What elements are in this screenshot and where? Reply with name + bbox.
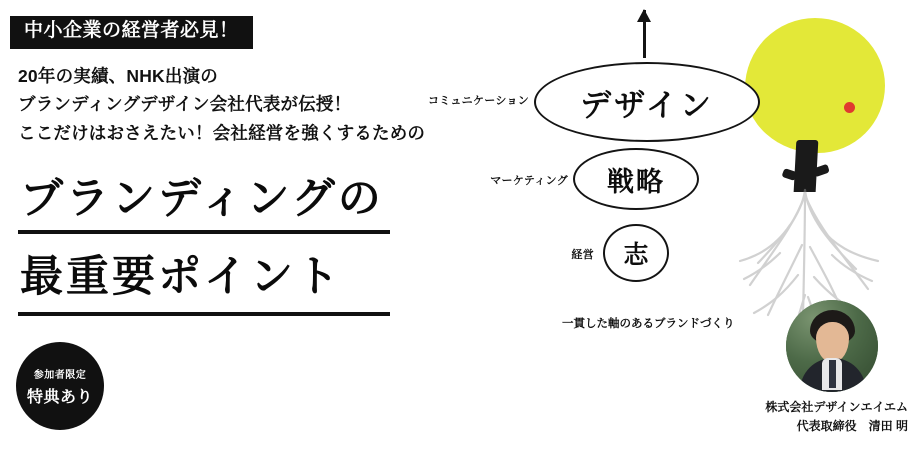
- page-title-line-1: ブランディングの: [20, 175, 384, 223]
- headline-divider-top: [18, 230, 390, 234]
- headline-divider-bottom: [18, 312, 390, 316]
- diagram-node-strategy-label: 戦略: [607, 166, 665, 197]
- upward-arrow-icon: [643, 10, 646, 58]
- diagram-node-strategy: [573, 148, 699, 210]
- diagram-node-design: [534, 62, 760, 142]
- bonus-badge-top-text: 参加者限定: [33, 369, 87, 381]
- lede-line-1: 20年の実績、NHK出演の: [18, 66, 218, 86]
- audience-ribbon: 中小企業の経営者必見！: [10, 16, 253, 49]
- diagram-node-will-label: 志: [623, 241, 649, 269]
- bonus-badge: [16, 342, 104, 430]
- lede-line-3: ここだけはおさえたい！会社経営を強くするための: [18, 122, 426, 143]
- diagram-node-design-label: デザイン: [580, 87, 714, 123]
- tree-fruit-icon: [844, 102, 855, 113]
- diagram-side-label-communication: コミュニケーション: [428, 95, 530, 107]
- diagram-side-label-management: 経営: [571, 249, 594, 261]
- diagram-bottom-caption: 一貫した軸のあるブランドづくり: [562, 318, 735, 330]
- right-illustration-column: [428, 0, 920, 450]
- lede-line-2: ブランディングデザイン会社代表が伝授！: [18, 94, 352, 115]
- speaker-credit: [765, 398, 908, 435]
- speaker-company: 株式会社デザインエイエム: [765, 400, 908, 414]
- diagram-side-label-marketing: マーケティング: [490, 175, 568, 187]
- tree-canopy-icon: [745, 18, 885, 153]
- page-title-line-2: 最重要ポイント: [20, 253, 342, 301]
- avatar-tie: [829, 360, 836, 388]
- bonus-badge-main-text: 特典あり: [26, 388, 93, 406]
- avatar: [786, 300, 878, 392]
- lede-paragraph: [18, 62, 425, 147]
- speaker-name: 代表取締役 清田 明: [796, 418, 908, 433]
- diagram-node-will: [603, 224, 669, 282]
